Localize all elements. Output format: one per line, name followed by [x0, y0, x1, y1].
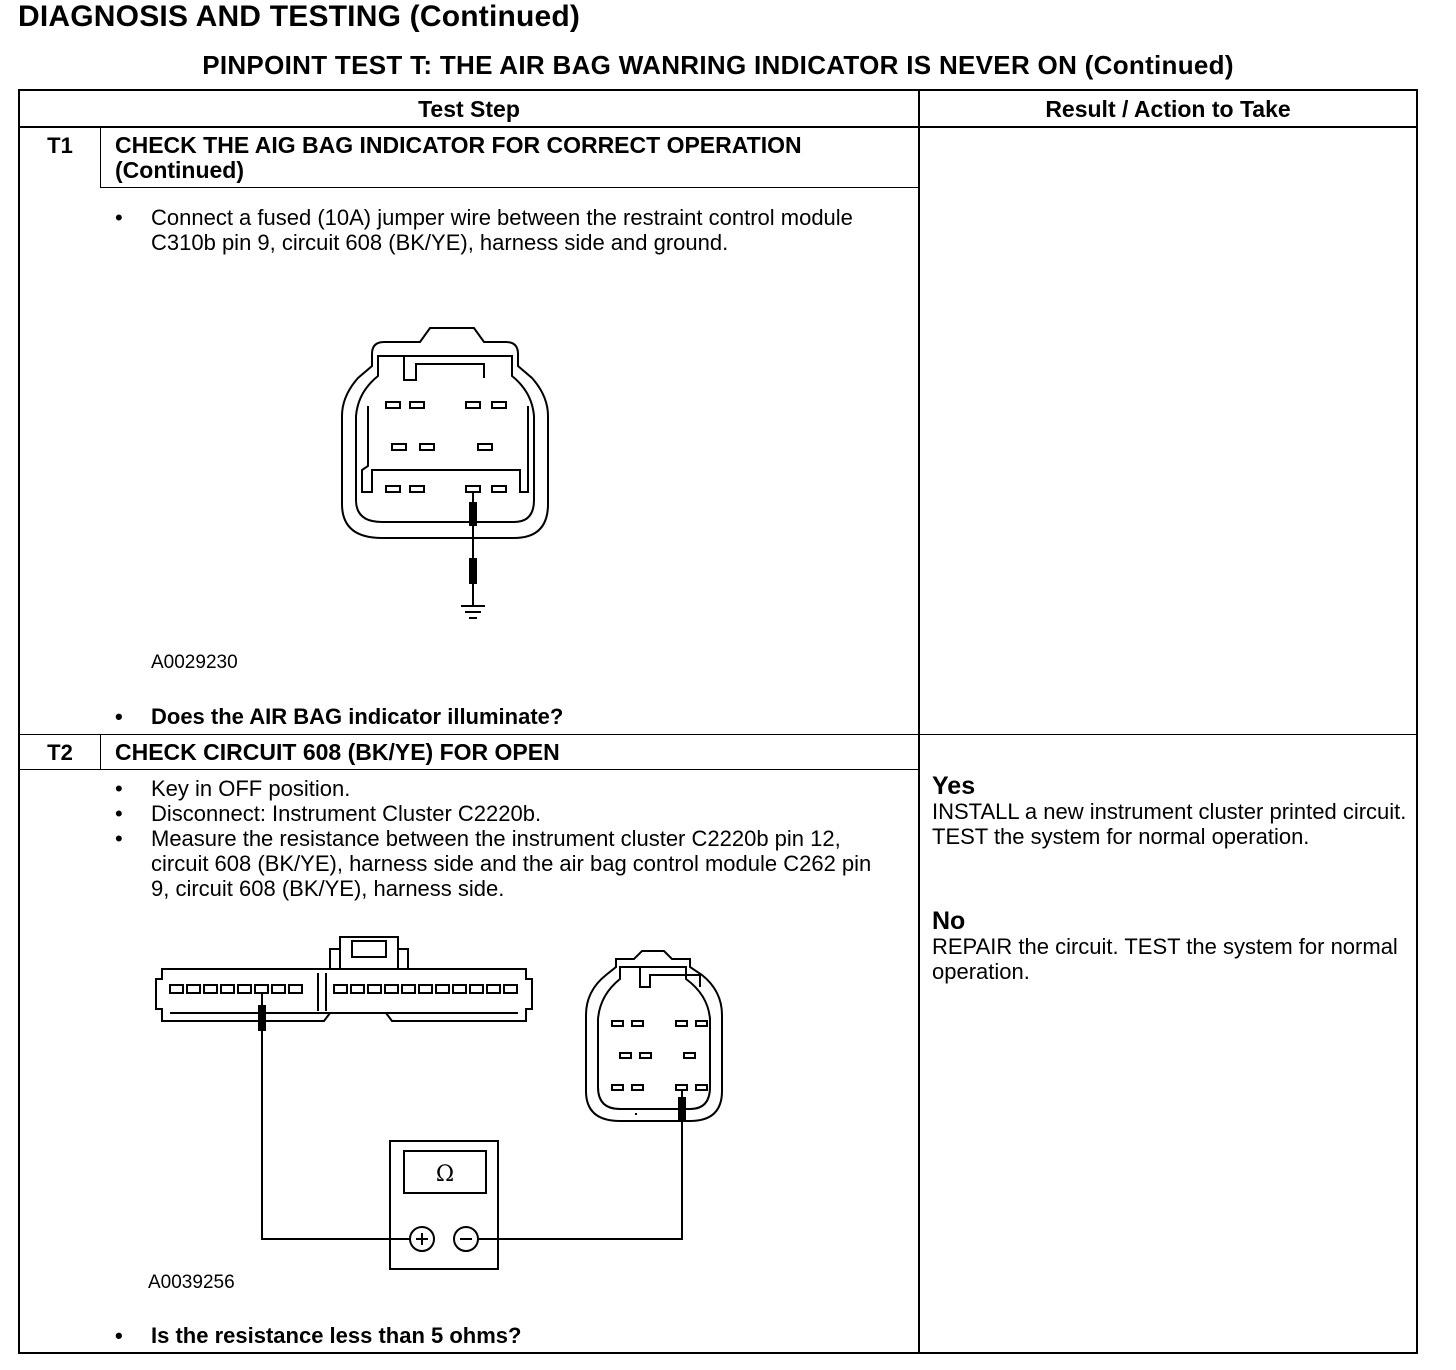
- step-title-t1: CHECK THE AIG BAG INDICATOR FOR CORRECT OPERATION (Continued): [115, 132, 802, 183]
- terminal: [410, 402, 424, 408]
- probe-tip-icon: [258, 1005, 266, 1031]
- terminal: [386, 486, 400, 492]
- step-id-divider-t2: [100, 735, 101, 770]
- terminal-pin-9: [676, 1085, 687, 1090]
- table-divider-vertical: [918, 91, 920, 1354]
- terminal: [478, 444, 492, 450]
- multimeter: [390, 1141, 498, 1269]
- terminal: [386, 402, 400, 408]
- terminal: [492, 486, 506, 492]
- connector-outline: [342, 328, 548, 538]
- instrument-cluster-connector: [156, 937, 532, 1021]
- result-yes-label: Yes: [932, 772, 976, 800]
- list-item: • Connect a fused (10A) jumper wire between the restraint control module C310b pin 9, circuit 608 (BK/YE), harness side and ground.: [115, 205, 885, 255]
- terminal-pin-9: [466, 486, 480, 492]
- step-id-divider-t1: [100, 127, 101, 188]
- step-question-t1: [115, 704, 885, 729]
- test-lead-negative: [478, 1090, 682, 1239]
- step-id-t2: T2: [47, 740, 73, 765]
- probe-tip-icon: [678, 1097, 686, 1121]
- ohm-symbol: Ω: [435, 1162, 455, 1187]
- terminal-pin-12: [255, 985, 268, 993]
- list-item: • Disconnect: Instrument Cluster C2220b.: [115, 801, 895, 826]
- terminal: [410, 486, 424, 492]
- list-item: • Key in OFF position.: [115, 776, 895, 801]
- air-bag-module-connector: [586, 951, 722, 1121]
- list-item: • Does the AIR BAG indicator illuminate?: [115, 704, 885, 729]
- fuse-icon: [469, 558, 477, 584]
- resistance-test-diagram: [150, 931, 750, 1291]
- step-bullets-t1: [115, 205, 885, 255]
- terminal: [466, 402, 480, 408]
- list-item: • Measure the resistance between the instrument cluster C2220b pin 12, circuit 608 (BK/YE), harness side and the air bag control module C262 pin 9, circuit 608 (BK/YE), harness side.: [115, 826, 895, 901]
- step-bullets-t2: [115, 776, 895, 901]
- step-title-rule-t2: [20, 769, 918, 770]
- pinpoint-test-table: [18, 89, 1418, 1354]
- page-subtitle: PINPOINT TEST T: THE AIR BAG WANRING INDICATOR IS NEVER ON (Continued): [202, 50, 1234, 80]
- terminal: [492, 402, 506, 408]
- connector-inner-outline: [356, 356, 534, 522]
- result-no-action: REPAIR the circuit. TEST the system for normal operation.: [932, 934, 1398, 984]
- step-rule-t2: [20, 734, 1416, 735]
- probe-tip-icon: [469, 502, 477, 526]
- step-title-rule-t1: [100, 187, 918, 188]
- connector-ground-diagram: [320, 316, 580, 636]
- figure-id-t1: A0029230: [151, 652, 238, 673]
- result-yes-action: INSTALL a new instrument cluster printed circuit. TEST the system for normal operation.: [932, 799, 1407, 849]
- header-test-step: Test Step: [418, 96, 520, 122]
- figure-id-t2: A0039256: [148, 1272, 235, 1293]
- test-lead-positive: [262, 993, 410, 1239]
- list-item: • Is the resistance less than 5 ohms?: [115, 1323, 885, 1348]
- step-title-t2: CHECK CIRCUIT 608 (BK/YE) FOR OPEN: [115, 739, 560, 765]
- terminal: [420, 444, 434, 450]
- result-no-label: No: [932, 907, 966, 935]
- page-title: DIAGNOSIS AND TESTING (Continued): [18, 0, 581, 33]
- terminal: [392, 444, 406, 450]
- step-question-t2: [115, 1323, 885, 1348]
- step-id-t1: T1: [47, 133, 73, 158]
- header-result-action: Result / Action to Take: [1045, 96, 1291, 122]
